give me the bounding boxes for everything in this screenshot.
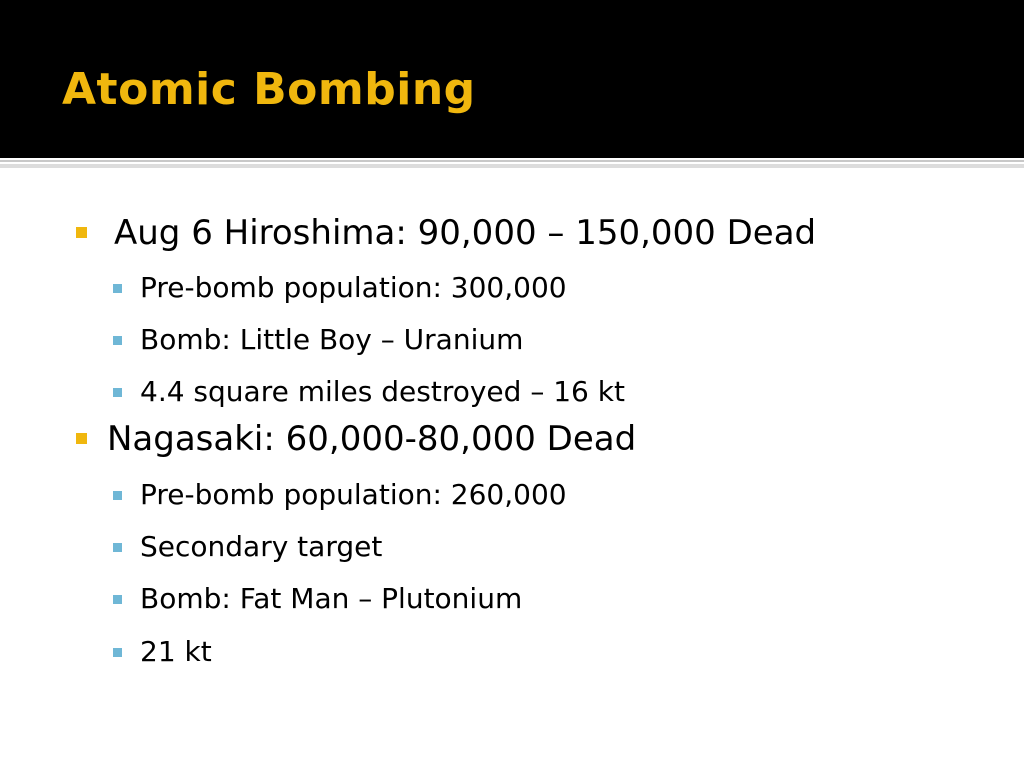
sub-bullet-item: Pre-bomb population: 260,000 (140, 478, 567, 511)
sub-bullet-square-icon (113, 284, 122, 293)
sub-bullet-square-icon (113, 388, 122, 397)
sub-bullet-square-icon (113, 648, 122, 657)
sub-bullet-square-icon (113, 543, 122, 552)
sub-bullet-item: Bomb: Fat Man – Plutonium (140, 582, 523, 615)
bullet-square-icon (76, 227, 87, 238)
bullet-nagasaki: Nagasaki: 60,000-80,000 Dead (107, 419, 637, 459)
sub-bullet-square-icon (113, 491, 122, 500)
slide-title: Atomic Bombing (62, 64, 476, 115)
sub-bullet-square-icon (113, 595, 122, 604)
sub-bullet-item: 21 kt (140, 635, 212, 668)
sub-bullet-item: 4.4 square miles destroyed – 16 kt (140, 375, 625, 408)
bullet-square-icon (76, 433, 87, 444)
bullet-hiroshima: Aug 6 Hiroshima: 90,000 – 150,000 Dead (114, 213, 817, 253)
sub-bullet-item: Pre-bomb population: 300,000 (140, 271, 567, 304)
sub-bullet-item: Bomb: Little Boy – Uranium (140, 323, 524, 356)
sub-bullet-square-icon (113, 336, 122, 345)
sub-bullet-item: Secondary target (140, 530, 383, 563)
